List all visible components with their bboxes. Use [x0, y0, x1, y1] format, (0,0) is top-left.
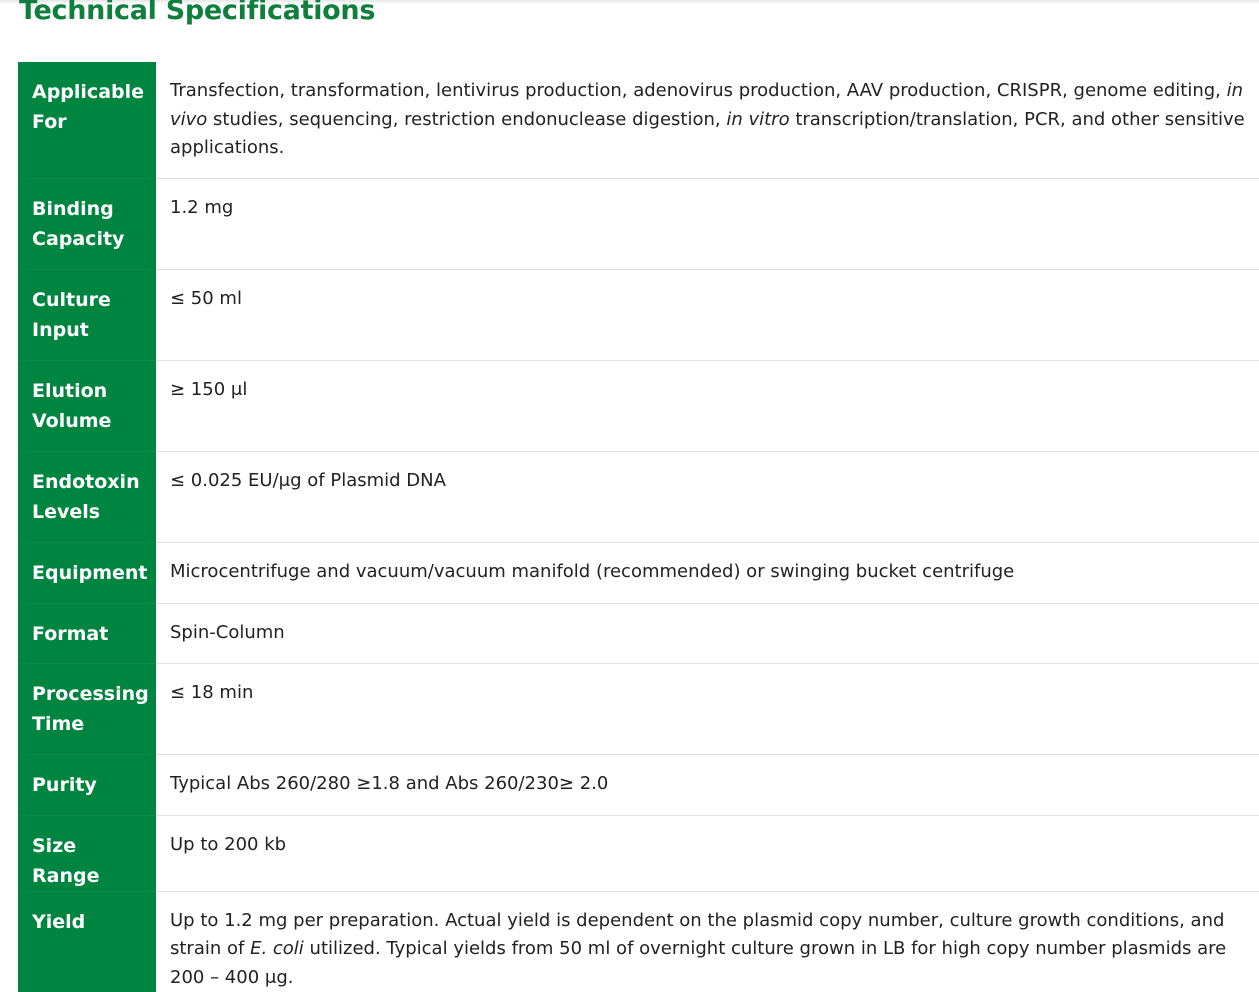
spec-label: Binding Capacity — [18, 178, 156, 269]
spec-row-equipment — [18, 542, 1259, 603]
page-title: Technical Specifications — [19, 0, 376, 26]
spec-value — [156, 62, 1259, 178]
spec-value-text: Transfection, transformation, lentivirus production, adenovirus production, AAV production, CRISPR, genome editing, — [170, 80, 1227, 101]
spec-value: Spin-Column — [156, 603, 1259, 663]
spec-value — [156, 891, 1259, 992]
spec-label: Culture Input — [18, 269, 156, 360]
spec-label: Yield — [18, 891, 156, 992]
spec-row-elution-volume — [18, 360, 1259, 451]
spec-value: Microcentrifuge and vacuum/vacuum manifold (recommended) or swinging bucket centrifuge — [156, 542, 1259, 603]
spec-value-text: utilized. Typical yields from 50 ml of overnight culture grown in LB for high copy number plasmids are 200 – 400 μg. — [170, 938, 1227, 988]
spec-label: Endotoxin Levels — [18, 451, 156, 542]
spec-row-binding-capacity — [18, 178, 1259, 269]
spec-label: Format — [18, 603, 156, 663]
spec-value-text: studies, sequencing, restriction endonuclease digestion, — [207, 108, 727, 130]
spec-row-culture-input — [18, 269, 1259, 360]
spec-row-endotoxin-levels — [18, 451, 1259, 542]
spec-label: Applicable For — [18, 62, 156, 178]
spec-label: Size Range — [18, 815, 156, 891]
spec-label: Elution Volume — [18, 360, 156, 451]
spec-value-italic: E. coli — [250, 938, 304, 959]
spec-row-yield — [18, 891, 1259, 992]
spec-row-applicable-for — [18, 62, 1259, 178]
spec-row-format — [18, 603, 1259, 663]
spec-value: ≤ 18 min — [156, 663, 1259, 754]
spec-value: Up to 200 kb — [156, 815, 1259, 891]
spec-row-purity — [18, 754, 1259, 815]
spec-value: ≤ 50 ml — [156, 269, 1259, 360]
spec-value: ≥ 150 μl — [156, 360, 1259, 451]
spec-value: ≤ 0.025 EU/μg of Plasmid DNA — [156, 451, 1259, 542]
spec-value-italic: in vivo — [170, 80, 1244, 130]
spec-value-text: transcription/translation, PCR, and other sensitive applications. — [170, 108, 1245, 158]
spec-value-text: Up to 1.2 mg per preparation. Actual yield is dependent on the plasmid copy number, culture growth conditions, and strain of — [170, 909, 1225, 959]
spec-row-size-range — [18, 815, 1259, 891]
spec-label: Processing Time — [18, 663, 156, 754]
spec-label: Equipment — [18, 542, 156, 603]
specs-table — [18, 62, 1259, 992]
spec-value: 1.2 mg — [156, 178, 1259, 269]
spec-row-processing-time — [18, 663, 1259, 754]
spec-label: Purity — [18, 754, 156, 815]
spec-value-italic: in vitro — [726, 108, 790, 130]
spec-value: Typical Abs 260/280 ≥1.8 and Abs 260/230≥ 2.0 — [156, 754, 1259, 815]
